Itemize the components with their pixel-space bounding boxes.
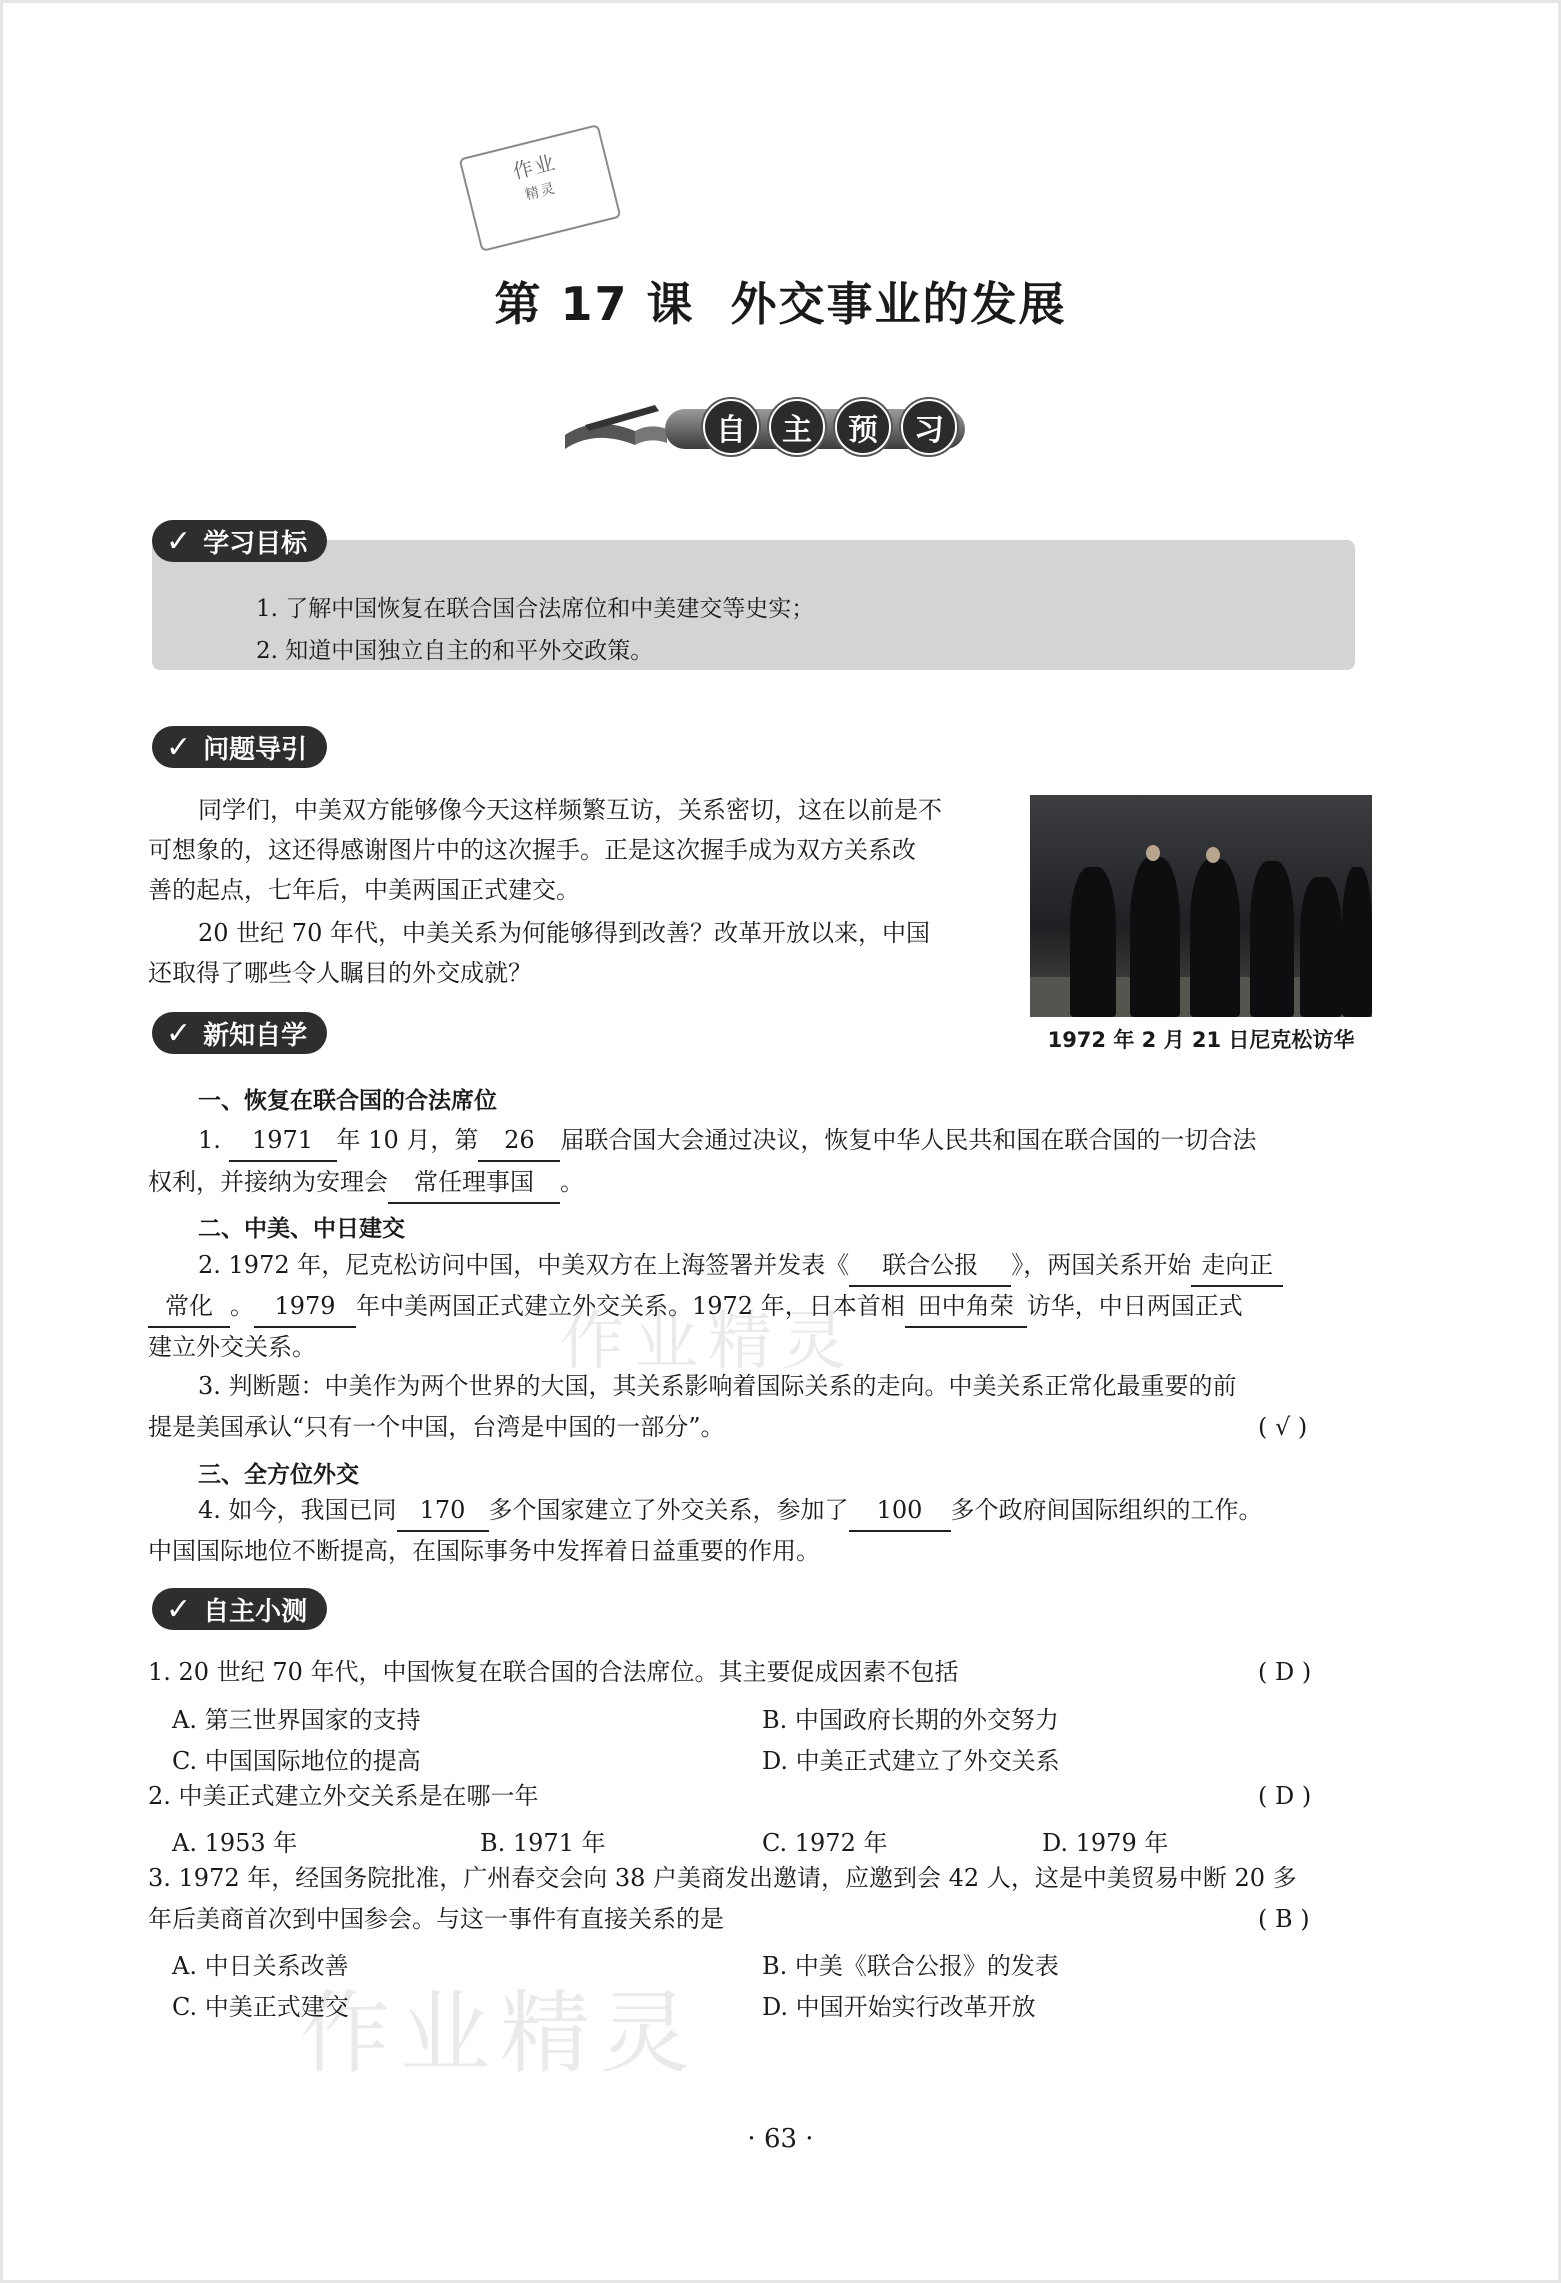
quiz-option: C. 1972 年 xyxy=(762,1829,888,1857)
section-label: 问题导引 xyxy=(203,734,308,765)
answer-blank: 联合公报 xyxy=(849,1245,1011,1287)
quiz-option: A. 中日关系改善 xyxy=(172,1952,349,1980)
answer-blank: 常任理事国 xyxy=(388,1162,560,1204)
answer-mark: ( √ ) xyxy=(1258,1413,1308,1441)
book-pen-icon xyxy=(555,395,675,457)
question-line: 4. 如今，我国已同 170 多个国家建立了外交关系，参加了 100 多个政府间国际组织的工作。 xyxy=(198,1490,1263,1532)
banner-char: 自 xyxy=(703,399,759,455)
quiz-option: B. 1971 年 xyxy=(480,1829,606,1857)
quiz-option: A. 第三世界国家的支持 xyxy=(172,1706,421,1734)
answer-blank: 100 xyxy=(849,1490,951,1532)
answer-mark: ( D ) xyxy=(1258,1658,1312,1686)
question-line: 建立外交关系。 xyxy=(148,1333,316,1361)
goal-item: 1. 了解中国恢复在联合国合法席位和中美建交等史实； xyxy=(256,596,815,622)
quiz-option: A. 1953 年 xyxy=(172,1829,298,1857)
lesson-name: 外交事业的发展 xyxy=(730,277,1067,331)
section-label: 新知自学 xyxy=(203,1020,308,1051)
stamp-line1: 作业 xyxy=(510,149,559,184)
quiz-stem: 1. 20 世纪 70 年代，中国恢复在联合国的合法席位。其主要促成因素不包括 xyxy=(148,1658,959,1686)
answer-blank: 170 xyxy=(397,1490,489,1532)
banner-char: 预 xyxy=(835,399,891,455)
subheading: 一、恢复在联合国的合法席位 xyxy=(198,1088,497,1114)
intro-paragraph-line: 同学们，中美双方能够像今天这样频繁互访，关系密切，这在以前是不 xyxy=(198,796,942,824)
quiz-option: C. 中美正式建交 xyxy=(172,1993,349,2021)
section-tag-intro xyxy=(152,726,327,768)
quiz-option: D. 中美正式建立了外交关系 xyxy=(762,1747,1060,1775)
checkmark-icon: ✓ xyxy=(166,729,192,765)
question-line: 常化 。 1979 年中美两国正式建立外交关系。1972 年，日本首相 田中角荣 访华，中日两国正式 xyxy=(148,1286,1243,1328)
answer-blank: 1979 xyxy=(254,1286,356,1328)
nixon-visit-photo xyxy=(1030,795,1372,1017)
section-label: 自主小测 xyxy=(203,1596,308,1627)
intro-paragraph-line: 20 世纪 70 年代，中美关系为何能够得到改善？改革开放以来，中国 xyxy=(198,919,930,947)
intro-paragraph-line: 可想象的，这还得感谢图片中的这次握手。正是这次握手成为双方关系改 xyxy=(148,836,916,864)
checkmark-icon: ✓ xyxy=(166,1591,192,1627)
lesson-number: 第 17 课 xyxy=(494,277,695,331)
section-label: 学习目标 xyxy=(203,528,308,559)
preview-banner xyxy=(555,395,965,457)
page-number: · 63 · xyxy=(747,2124,814,2154)
goal-item: 2. 知道中国独立自主的和平外交政策。 xyxy=(256,638,654,664)
answer-blank: 26 xyxy=(478,1120,560,1162)
section-tag-selfstudy xyxy=(152,1012,327,1054)
subheading: 二、中美、中日建交 xyxy=(198,1216,405,1242)
banner-char: 习 xyxy=(901,399,957,455)
question-line: 权利，并接纳为安理会 常任理事国 。 xyxy=(148,1162,584,1204)
quiz-stem: 2. 中美正式建立外交关系是在哪一年 xyxy=(148,1782,539,1810)
answer-mark: ( D ) xyxy=(1258,1782,1312,1810)
stamp-line2: 精灵 xyxy=(523,180,559,204)
answer-blank: 走向正 xyxy=(1191,1245,1283,1287)
question-line: 1. 1971 年 10 月，第 26 届联合国大会通过决议，恢复中华人民共和国在联合国的一切合法 xyxy=(198,1120,1256,1162)
watermark: 作业精灵 xyxy=(300,1981,700,2086)
quiz-option: C. 中国国际地位的提高 xyxy=(172,1747,421,1775)
question-line: 提是美国承认“只有一个中国，台湾是中国的一部分”。 xyxy=(148,1413,725,1441)
photo-caption: 1972 年 2 月 21 日尼克松访华 xyxy=(1047,1028,1355,1052)
goals-box xyxy=(152,540,1355,670)
quiz-option: D. 1979 年 xyxy=(1042,1829,1169,1857)
quiz-option: D. 中国开始实行改革开放 xyxy=(762,1993,1036,2021)
section-tag-goals xyxy=(152,520,327,562)
answer-mark: ( B ) xyxy=(1258,1905,1310,1933)
answer-blank: 常化 xyxy=(148,1286,230,1328)
checkmark-icon: ✓ xyxy=(166,1015,192,1051)
quiz-option: B. 中美《联合公报》的发表 xyxy=(762,1952,1059,1980)
question-line: 2. 1972 年，尼克松访问中国，中美双方在上海签署并发表《 联合公报 》，两国关系开始 走向正 xyxy=(198,1245,1283,1287)
intro-paragraph-line: 还取得了哪些令人瞩目的外交成就？ xyxy=(148,959,532,987)
answer-blank: 1971 xyxy=(229,1120,337,1162)
subheading: 三、全方位外交 xyxy=(198,1462,359,1488)
section-tag-quiz xyxy=(152,1588,327,1630)
watermark: 作业精灵 xyxy=(560,1305,856,1379)
quiz-stem: 年后美商首次到中国参会。与这一事件有直接关系的是 xyxy=(148,1905,724,1933)
intro-paragraph-line: 善的起点，七年后，中美两国正式建交。 xyxy=(148,876,580,904)
question-line: 3. 判断题：中美作为两个世界的大国，其关系影响着国际关系的走向。中美关系正常化最重要的前 xyxy=(198,1372,1237,1400)
question-line: 中国国际地位不断提高，在国际事务中发挥着日益重要的作用。 xyxy=(148,1537,820,1565)
banner-char: 主 xyxy=(769,399,825,455)
checkmark-icon: ✓ xyxy=(166,523,192,559)
answer-blank: 田中角荣 xyxy=(905,1286,1027,1328)
quiz-option: B. 中国政府长期的外交努力 xyxy=(762,1706,1059,1734)
page-title xyxy=(0,268,1561,334)
quiz-stem: 3. 1972 年，经国务院批准，广州春交会向 38 户美商发出邀请，应邀到会 42 人，这是中美贸易中断 20 多 xyxy=(148,1864,1297,1892)
